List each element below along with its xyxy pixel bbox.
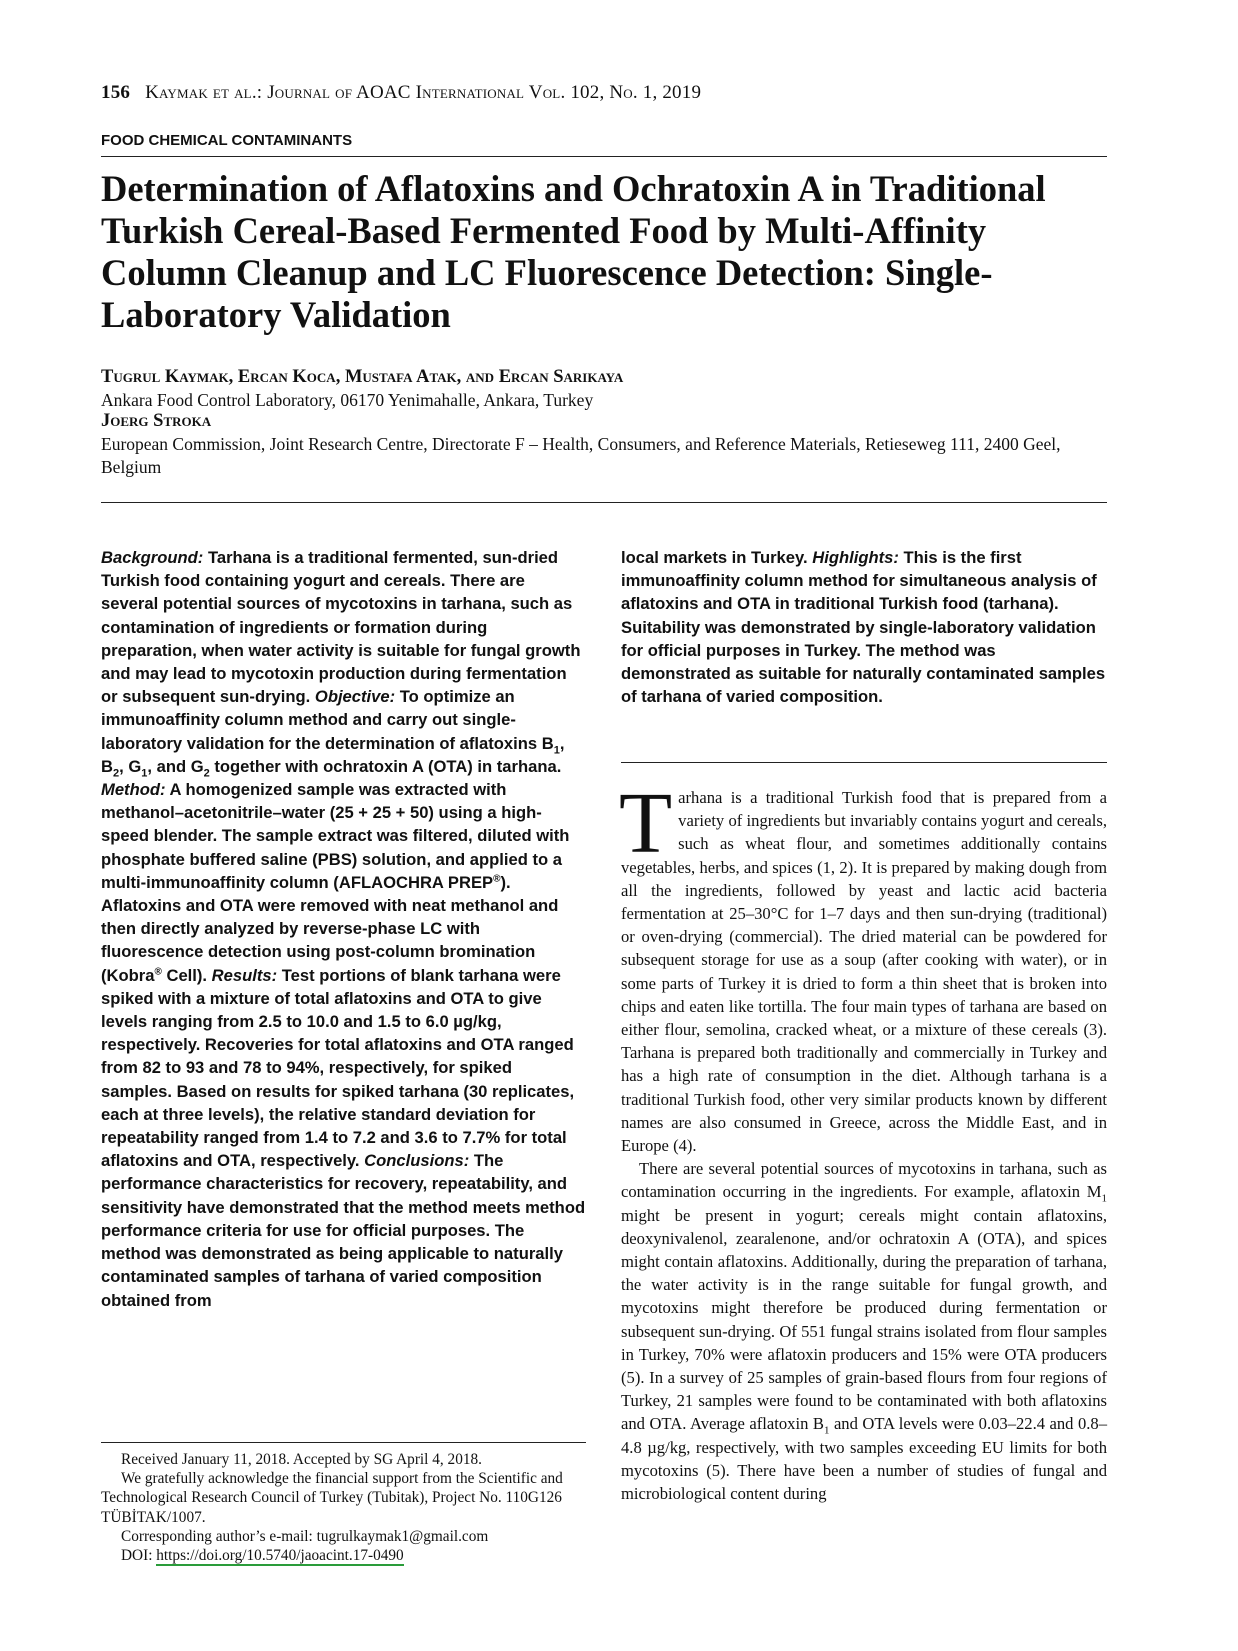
paragraph-text: might be present in yogurt; cereals might contain aflatoxins, deoxynivalenol, zearalenone, and/or ochratoxin A (OTA), and spices might contain aflatoxins. Additionally, during the preparation of tarhana, the water activity is in the range suitable for fungal growth, and mycotoxins might therefore be produced during fermentation or subsequent sun-drying. Of 551 fungal strains isolated from flour samples in Turkey, 70% were aflatoxin producers and 15% were OTA producers (5). In a survey of 25 samples of grain-based flours from four regions of Turkey, 21 samples were found to be contaminated with both aflatoxins and OTA. Average aflatoxin B [621, 1205, 1107, 1434]
author-names: Joerg Stroka [101, 411, 212, 431]
subscript: 1 [141, 767, 148, 780]
abstract-highlights: This is the first immunoaffinity column method for simultaneous analysis of aflatoxins and OTA in traditional Turkish food (tarhana). Suitability was demonstrated by single-laboratory validation for official purposes in Turkey. The method was demonstrated as suitable for naturally contaminated samples of tarhana of varied composition. [621, 548, 1106, 707]
page-number: 156 [101, 82, 131, 103]
abstract-background: Tarhana is a traditional fermented, sun-dried Turkish food containing yogurt and cereals. There are several potential sources of mycotoxins in tarhana, such as contamination of ingredients or formation during preparation, when water activity is suitable for fungal growth and may lead to mycotoxin production during fermentation or subsequent sun-drying. [101, 548, 581, 707]
footnotes [101, 1450, 586, 1565]
subscript: 2 [112, 767, 120, 780]
paragraph-text: and OTA levels were 0.03–22.4 and 0.8–4.8 µg/kg, respectively, with two samples exceeding EU limits for both mycotoxins (5). There have been a number of studies of fungal and microbiological content during [621, 1414, 1107, 1504]
abstract-highlights-label: Highlights: [812, 548, 899, 567]
abstract-method: A homogenized sample was extracted with methanol–acetonitrile–water (25 + 25 + 50) using a high-speed blender. The sample extract was filtered, diluted with phosphate buffered saline (PBS) solution, and applied to a multi-immunoaffinity column (AFLAOCHRA PREP [101, 780, 570, 892]
abstract-text: , G [119, 756, 142, 776]
abstract-objective: To optimize an immunoaffinity column method and carry out single-laboratory validation for the determination of aflatoxins B [101, 687, 554, 753]
body-paragraph [619, 774, 1107, 1157]
footnote-rule [101, 1442, 586, 1443]
footnote-acknowledgment: We gratefully acknowledge the financial support from the Scientific and Technological Research Council of Turkey (Tubitak), Project No. 110G126 TÜBİTAK/1007. [101, 1470, 563, 1526]
body-text [619, 774, 1107, 1505]
author-affiliation: European Commission, Joint Research Centre, Directorate F – Health, Consumers, and Reference Materials, Retieseweg 111, 2400 Geel, Belgium [101, 434, 1061, 477]
abstract-column-right [621, 546, 1106, 708]
drop-cap: T [619, 774, 673, 871]
abstract-method-cont: ). Aflatoxins and OTA were removed with neat methanol and then directly analyzed by reverse-phase LC with fluorescence detection using post-column bromination (Kobra [101, 872, 559, 985]
author-block-2 [101, 410, 1101, 479]
abstract-results-label: Results: [211, 965, 278, 985]
abstract-end-rule [621, 762, 1107, 763]
paragraph-text: There are several potential sources of mycotoxins in tarhana, such as contamination occurring in the ingredients. For example, aflatoxin M [621, 1159, 1107, 1202]
abstract-text: , B [101, 733, 565, 776]
author-names: Tugrul Kaymak, Ercan Koca, Mustafa Atak, and Ercan Sarikaya [101, 367, 624, 387]
abstract-method-label: Method: [101, 780, 166, 800]
running-title: Kaymak et al.: Journal of AOAC International Vol. 102, No. 1, 2019 [145, 82, 702, 103]
affiliation-rule [101, 502, 1107, 503]
footnote-doi [101, 1546, 586, 1565]
article-title: Determination of Aflatoxins and Ochratoxin A in Traditional Turkish Cereal-Based Fermented Food by Multi-Affinity Column Cleanup and LC Fluorescence Detection: Single-Laboratory Validation [101, 168, 1046, 335]
doi-link[interactable]: https://doi.org/10.5740/jaoacint.17-0490 [156, 1547, 404, 1565]
paragraph-text: arhana is a traditional Turkish food that is prepared from a variety of ingredients but invariably contains yogurt and cereals, such as wheat flour, and sometimes additionally contains vegetables, herbs, and spices (1, 2). It is prepared by making dough from all the ingredients, followed by yeast and lactic acid bacteria fermentation at 25–30°C for 1–7 days and then sun-drying (traditional) or oven-drying (commercial). The dried material can be powdered for subsequent storage for use as a soup (after cooking with water), or in some parts of Turkey it is dried to form a thin sheet that is broken into chips and eaten like tortilla. The four main types of tarhana are based on either flour, semolina, cracked wheat, or a mixture of these cereals (3). Tarhana is prepared both traditionally and commercially in Turkey and has a high rate of consumption in the diet. Although tarhana is a traditional Turkish food, other very similar products known by different names are also consumed in Greece, across the Middle East, and in Europe (4). [621, 788, 1107, 1156]
author-block-1 [101, 366, 1101, 412]
abstract-results: Test portions of blank tarhana were spiked with a mixture of total aflatoxins and OTA to give levels ranging from 2.5 to 10.0 and 1.5 to 6.0 µg/kg, respectively. Recoveries for total aflatoxins and OTA ranged from 82 to 93 and 78 to 94%, respectively, for spiked samples. Based on results for spiked tarhana (30 replicates, each at three levels), the relative standard deviation for repeatability ranged from 1.4 to 7.2 and 3.6 to 7.7% for total aflatoxins and OTA, respectively. [101, 965, 575, 1171]
abstract-conclusions-label: Conclusions: [364, 1151, 470, 1171]
subscript: 1 [553, 743, 560, 756]
abstract-column-left [101, 546, 586, 1312]
abstract-conclusions: The performance characteristics for recovery, repeatability, and sensitivity have demonstrated that the method meets method performance criteria for use for official purposes. The method was demonstrated as being applicable to naturally contaminated samples of tarhana of varied composition obtained from [101, 1151, 586, 1310]
abstract-text: , and G [147, 756, 204, 776]
abstract-objective-end: together with ochratoxin A (OTA) in tarhana. [214, 756, 562, 776]
abstract-background-label: Background: [101, 548, 204, 567]
abstract-method-end: Cell). [166, 965, 208, 985]
author-affiliation: Ankara Food Control Laboratory, 06170 Yenimahalle, Ankara, Turkey [101, 390, 594, 410]
footnote-corresponding: Corresponding author’s e-mail: tugrulkaymak1@gmail.com [121, 1527, 489, 1545]
body-paragraph [621, 1157, 1107, 1505]
subscript: 1 [1101, 1192, 1107, 1205]
subscript: 2 [203, 767, 210, 780]
abstract-objective-label: Objective: [314, 687, 396, 707]
top-rule [101, 156, 1107, 157]
doi-label: DOI: [121, 1547, 153, 1565]
subscript: 1 [823, 1424, 830, 1437]
running-head [101, 82, 701, 104]
abstract-conclusions-end: local markets in Turkey. [621, 548, 808, 567]
registered-mark: ® [493, 873, 501, 885]
footnote-received: Received January 11, 2018. Accepted by SG April 4, 2018. [121, 1451, 482, 1468]
section-label: FOOD CHEMICAL CONTAMINANTS [101, 132, 353, 149]
registered-mark: ® [154, 966, 162, 978]
